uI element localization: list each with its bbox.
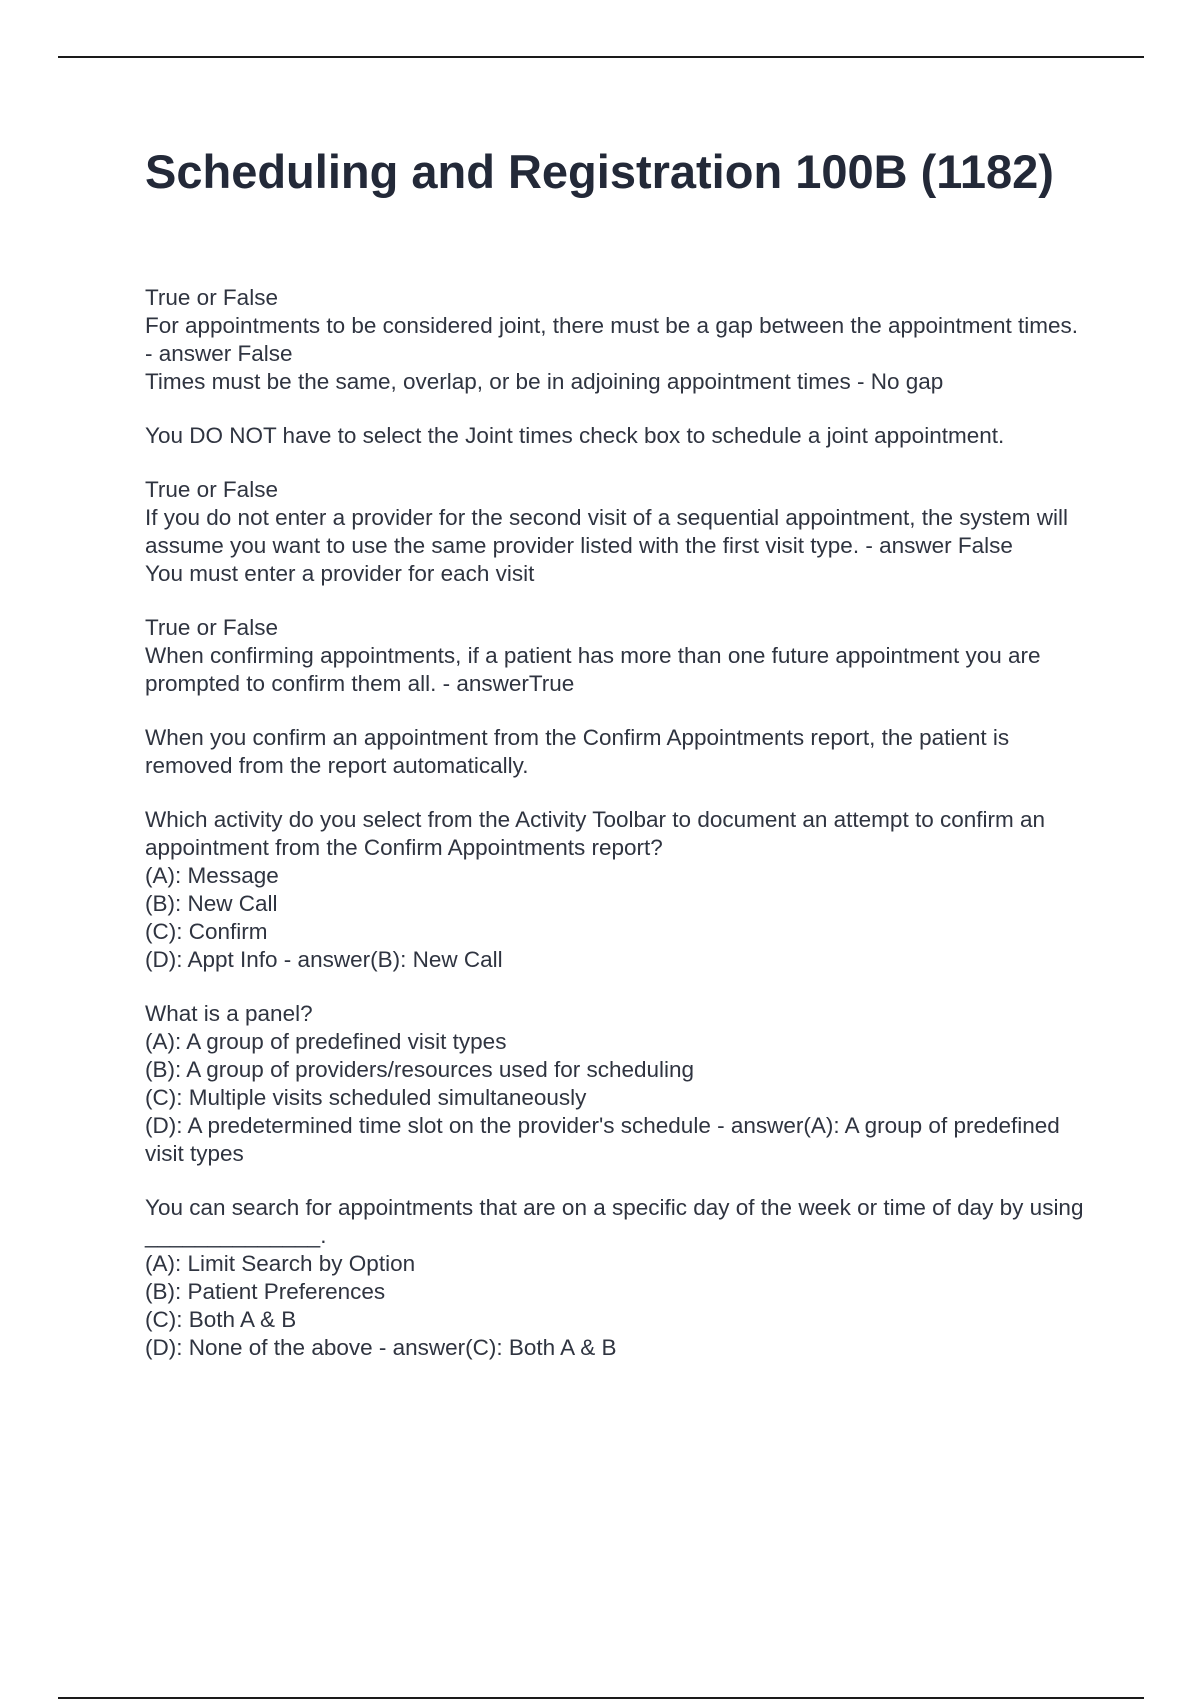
answer-explanation: Times must be the same, overlap, or be in adjoining appointment times - No gap [145,369,944,394]
question-type: True or False [145,615,278,640]
option-b: (B): Patient Preferences [145,1279,386,1304]
question-text: For appointments to be considered joint, there must be a gap between the appointment times. - answer False [145,313,1085,366]
option-d-answer: (D): Appt Info - answer(B): New Call [145,947,503,972]
statement-text: You DO NOT have to select the Joint times check box to schedule a joint appointment. [145,423,1005,448]
question-text: If you do not enter a provider for the second visit of a sequential appointment, the system will assume you want to use the same provider listed with the first visit type. - answer False [145,505,1075,558]
qa-block-2 [145,422,1085,450]
option-a: (A): Limit Search by Option [145,1251,416,1276]
question-text: What is a panel? [145,1001,313,1026]
option-a: (A): A group of predefined visit types [145,1029,507,1054]
option-d-answer: (D): A predetermined time slot on the provider's schedule - answer(A): A group of predefined visit types [145,1113,1067,1166]
option-d-answer: (D): None of the above - answer(C): Both A & B [145,1335,617,1360]
bottom-rule [58,1697,1144,1699]
qa-block-3 [145,476,1085,588]
document-body [145,284,1090,1388]
document-title: Scheduling and Registration 100B (1182) [145,145,1054,198]
top-rule [58,56,1144,58]
question-text: You can search for appointments that are on a specific day of the week or time of day by using ______________. [145,1195,1090,1248]
option-c: (C): Both A & B [145,1307,297,1332]
answer-explanation: You must enter a provider for each visit [145,561,535,586]
question-type: True or False [145,477,278,502]
qa-block-4 [145,614,1085,698]
qa-block-5 [145,724,1085,780]
question-text: When confirming appointments, if a patient has more than one future appointment you are prompted to confirm them all. - answerTrue [145,643,1047,696]
qa-block-8 [145,1194,1090,1362]
qa-block-6 [145,806,1085,974]
question-text: Which activity do you select from the Activity Toolbar to document an attempt to confirm an appointment from the Confirm Appointments report? [145,807,1052,860]
option-b: (B): A group of providers/resources used for scheduling [145,1057,695,1082]
option-c: (C): Multiple visits scheduled simultaneously [145,1085,587,1110]
option-b: (B): New Call [145,891,278,916]
statement-text: When you confirm an appointment from the Confirm Appointments report, the patient is removed from the report automatically. [145,725,1016,778]
option-a: (A): Message [145,863,279,888]
question-type: True or False [145,285,278,310]
qa-block-1 [145,284,1085,396]
option-c: (C): Confirm [145,919,268,944]
qa-block-7 [145,1000,1085,1168]
